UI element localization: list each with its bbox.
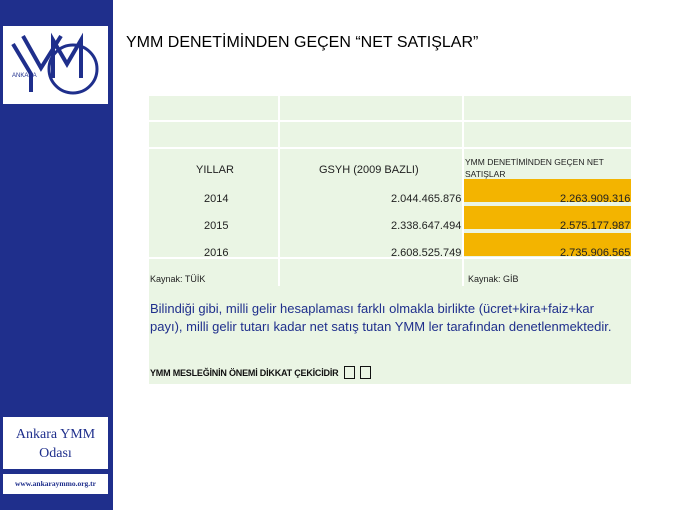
- cell-gsyh: 2.044.465.876: [391, 193, 462, 205]
- logo-text: ANKARA: [12, 73, 37, 79]
- cell-year: 2014: [204, 193, 229, 205]
- cell-net-sales: 2.735.906.565: [560, 247, 631, 259]
- cell-gsyh: 2.338.647.494: [391, 220, 462, 232]
- highlight-note-text: YMM MESLEĞİNİN ÖNEMİ DİKKAT ÇEKİCİDİR: [150, 368, 339, 378]
- cell-year: 2015: [204, 220, 229, 232]
- cell-year: 2016: [204, 247, 229, 259]
- highlight-note: [150, 366, 371, 379]
- org-name-line1: Ankara YMM: [15, 427, 96, 442]
- data-table: [149, 96, 631, 384]
- cell-net-sales: 2.263.909.316: [560, 193, 631, 205]
- page-title: YMM DENETİMİNDEN GEÇEN “NET SATIŞLAR”: [126, 34, 479, 51]
- org-name-line2: Odası: [39, 446, 72, 461]
- explanation-paragraph: Bilindiği gibi, milli gelir hesaplaması farklı olmakla birlikte (ücret+kira+faiz+kar payı), milli gelir tutarı kadar net satış tutan YMM ler tarafından denetlenmektedir.: [150, 301, 612, 334]
- ymm-logo: [3, 26, 108, 104]
- header-years: YILLAR: [196, 164, 234, 176]
- placeholder-box-icon: [344, 366, 355, 379]
- header-gsyh: GSYH (2009 BAZLI): [319, 164, 419, 176]
- placeholder-box-icon: [360, 366, 371, 379]
- cell-gsyh: 2.608.525.749: [391, 247, 462, 259]
- source-tuik: Kaynak: TÜİK: [150, 274, 206, 284]
- cell-net-sales: 2.575.177.987: [560, 220, 631, 232]
- org-url[interactable]: www.ankaraymmo.org.tr: [3, 474, 108, 494]
- ymm-logo-icon: [3, 26, 108, 104]
- org-name: [3, 417, 108, 469]
- source-gib: Kaynak: GİB: [468, 274, 519, 284]
- header-net-sales: YMM DENETİMİNDEN GEÇEN NET SATIŞLAR: [465, 157, 604, 179]
